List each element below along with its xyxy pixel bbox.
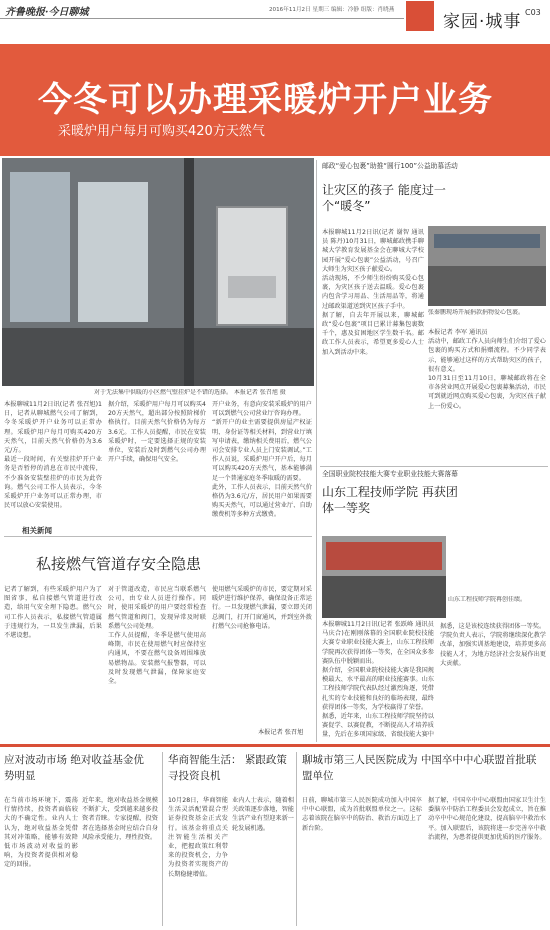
charity-photo <box>428 226 546 306</box>
hospital-body: 日前，聊城市第三人民医院成功加入中国卒中中心联盟，成为首批联盟单位之一。这标志着该院在脑卒中的防治、救治方面迈上了新台阶。 <box>302 797 422 832</box>
bottom-divider-2 <box>296 752 297 926</box>
related-news-rule <box>4 536 312 537</box>
column-divider <box>316 160 317 742</box>
fund-body-2: 业内人士表示，随着相关政策逐步落地，智能生活产业有望迎来新一轮发展机遇。 <box>232 797 294 832</box>
school-body-col2 <box>440 622 546 740</box>
window-pane-left <box>10 172 70 322</box>
lead-photo-caption: 对于无法集中供暖的小区燃气壁挂炉是不错的选择。 本报记者 张召旭 摄 <box>94 389 286 396</box>
lead-paragraph: “新开户的业主需要提供房屋产权证明、身份证等相关材料，到营业厅填写申请表，缴纳相关费用后，燃气公司会安排专业人员上门安装调试。”工作人员说，采暖炉用户开户后，每月可以购买420方天然气，基本能够满足一个普通家庭冬季取暖的需要。 <box>212 419 312 482</box>
charity-paragraph: 10月31日至11月10日，聊城邮政将在全市各营业网点开展爱心包裹募集活动，市民可到就近网点购买爱心包裹，为灾区孩子献上一份爱心。 <box>428 375 546 410</box>
section-title: 家园·城事 <box>443 12 522 32</box>
school-paragraph: 学院负责人表示，学院将继续深化教学改革，加强实训基地建设，培养更多高技能人才，为地方经济社会发展作出更大贡献。 <box>440 632 546 667</box>
school-backdrop <box>326 542 442 570</box>
charity-photo-caption: 张秦鹏现场开展捐款捐物爱心包裹。 <box>428 309 525 316</box>
school-paragraph: 据介绍，全国职业院校技能大赛是我国规模最大、水平最高的职业技能赛事。山东工程技师学院代表队经过激烈角逐，凭借扎实的专业技能和良好的临场表现，最终获得团体一等奖，为学校赢得了荣誉。 <box>322 667 434 711</box>
charity-paragraph: 本报记者 李军 通讯员 <box>428 329 488 336</box>
gas-safety-col3 <box>212 585 312 725</box>
gas-safety-col2 <box>108 585 206 735</box>
hospital-col <box>302 752 548 784</box>
lead-subhead: 采暖炉用户每月可购买420方天然气 <box>58 124 265 139</box>
school-headline: 山东工程技师学院 再获团体一等奖 <box>322 485 458 515</box>
lead-photo <box>2 158 314 386</box>
lead-paragraph: 此外，工作人员表示，目前天然气价格仍为3.6元/方，居民用户如果需要购买天然气，可以通过营业厅、自助缴费机等多种方式缴费。 <box>212 483 312 519</box>
school-paragraph: 据悉，近年来，山东工程技师学院坚持以赛促学、以赛促教，不断提高人才培养质量，先后在多项国家级、省级技能大赛中 <box>322 713 434 739</box>
school-group <box>322 576 446 618</box>
lead-paragraph: 本报聊城11月2日讯(记者 张召旭)1日，记者从聊城燃气公司了解到，今冬采暖炉开户业务可以正常办理。采暖炉用户每月可购买420方天然气，目前天然气价格仍为3.6元/方。 <box>4 401 102 455</box>
school-kicker: 全国职业院校技能大赛专业职业技能大赛落幕 <box>322 470 458 478</box>
section-marker <box>406 1 434 31</box>
fund-title: 华商智能生活： 紧跟政策寻投资良机 <box>168 754 287 782</box>
lead-body-col3 <box>212 400 312 520</box>
charity-paragraph: 据了解，自去年开展以来，聊城邮政“爱心包裹”项目已累计募集包裹数千个，惠及贫困地区学生数千名。邮政工作人员表示，希望更多爱心人士加入到活动中来。 <box>322 311 424 356</box>
school-photo <box>322 536 446 618</box>
charity-paragraph: 本报聊城11月2日讯(记者 谢智 通讯员 陈丹)10月31日，聊城邮政携手聊城大学教育发展基金会在聊城大学校园开展“爱心包裹”公益活动，号召广大师生为灾区孩子献爱心。 <box>322 229 424 273</box>
lead-paragraph: 最近一段时间，有关壁挂炉开户业务是否暂停的消息在市民中流传，不少准备安装壁挂炉的市民为此咨询。燃气公司工作人员表示，今冬采暖炉开户业务可以正常办理，市民可以放心安装使用。 <box>4 456 102 510</box>
charity-kicker: 邮政“爱心包裹”助推“圆行100”公益助慕活动 <box>322 162 458 170</box>
finance-col <box>4 752 160 784</box>
wall-boiler <box>216 206 288 326</box>
charity-headline-text: 让灾区的孩子 能度过一个“暖冬” <box>322 183 446 213</box>
charity-body-col2 <box>428 328 546 468</box>
masthead <box>0 0 550 38</box>
gas-paragraph: 工作人员提醒，冬季是燃气使用高峰期，市民在使用燃气时应保持室内通风，不要在燃气设备周围堆放易燃物品。安装燃气报警器，可以及时发现燃气泄漏，保障家庭安全。 <box>108 632 206 686</box>
fund-body: 10月28日，华商智能生活灵活配置混合型证券投资基金正式发行。该基金将重点关注智能生活相关产业，把握政策红利带来的投资机会，力争为投资者实现资产的长期稳健增值。 <box>168 797 228 878</box>
gas-paragraph: 对于管道改造，市民应当联系燃气公司，由专业人员进行操作。同时，使用采暖炉的用户要经常检查燃气管道和阀门，发现异常及时联系燃气公司处理。 <box>108 586 206 630</box>
related-news-label: 相关新闻 <box>22 526 52 535</box>
page-number: C03 <box>525 8 541 17</box>
window-pane-mid <box>78 182 148 322</box>
lead-body-col1 <box>4 400 102 520</box>
charity-body-col1 <box>322 228 424 428</box>
charity-paragraph: 活动现场，不少师生纷纷购买爱心包裹，为灾区孩子送去温暖。爱心包裹内包含学习用品、生活用品等，将通过邮政渠道送到灾区孩子手中。 <box>322 275 424 310</box>
boiler-panel <box>228 276 276 298</box>
bottom-divider-1 <box>162 752 163 926</box>
header-rule <box>0 18 404 19</box>
finance-body-2: 近年来，绝对收益基金规模不断扩大，受到越来越多投资者青睐。专家提醒，投资者在选择基金时应结合自身风险承受能力，理性投资。 <box>82 797 158 841</box>
finance-body: 在当前市场环境下，震荡行情持续，投资者面临较大的不确定性。业内人士认为，绝对收益基金凭借其对冲策略，能够有效降低市场波动对收益的影响，为投资者提供相对稳定的回报。 <box>4 797 78 869</box>
gas-safety-signature: 本报记者 张召旭 <box>258 729 304 736</box>
boiler-pipe <box>184 158 194 386</box>
hospital-body-2: 据了解，中国卒中中心联盟由国家卫生计生委脑卒中防治工程委员会发起成立，旨在推动卒中中心规范化建设，提高脑卒中救治水平。加入联盟后，该院将进一步完善卒中救治流程，为患者提供更加优质的医疗服务。 <box>428 797 546 841</box>
school-paragraph: 本报聊城11月2日讯(记者 张跃峰 通讯员 马庆合)在刚刚落幕的全国职业院校技能大赛专业职业技能大赛上，山东工程技师学院再次获得团体一等奖，在全国众多参赛队伍中脱颖而出。 <box>322 621 434 665</box>
window-frame <box>2 328 314 386</box>
school-paragraph: 据悉，这是该校连续获得团体一等奖。 <box>440 623 546 630</box>
gas-paragraph: 记者了解到，有些采暖炉用户为了图省事，私自接燃气管道进行改造，给用气安全埋下隐患。燃气公司工作人员表示，私接燃气管道属于违规行为，一旦发生泄漏，后果不堪设想。 <box>4 586 102 640</box>
lead-body-col2 <box>108 400 206 520</box>
hospital-title: 聊城市第三人民医院成为 中国卒中中心联盟首批联盟单位 <box>302 754 537 782</box>
lead-paragraph: 据介绍，采暖炉用户每月可以购买420方天然气，超出部分按照阶梯价格执行。目前天然气价格仍为每方3.6元。工作人员提醒，市民在安装采暖炉时，一定要选择正规的安装单位，安装后及时到燃气公司办理开户手续，确保用气安全。 <box>108 401 206 464</box>
school-body-col1 <box>322 620 434 740</box>
newspaper-logo: 齐鲁晚报·今日聊城 <box>5 7 89 18</box>
gas-paragraph: 使用燃气采暖炉的市民，要定期对采暖炉进行维护保养，确保设备正常运行。一旦发现燃气泄漏，要立即关闭总阀门，打开门窗通风，并到室外拨打燃气公司抢修电话。 <box>212 586 312 630</box>
issue-date: 2016年11月2日 星期三 编辑：冷静 组版：肖晓燕 <box>269 7 395 13</box>
gas-safety-col1 <box>4 585 102 735</box>
finance-title: 应对波动市场 绝对收益基金优势明显 <box>4 754 144 782</box>
charity-crowd <box>428 266 546 306</box>
charity-headline <box>322 182 546 214</box>
gas-safety-headline: 私接燃气管道存安全隐患 <box>36 555 202 573</box>
school-photo-caption: 山东工程技师学院再创佳绩。 <box>448 596 527 603</box>
section-rule <box>320 466 548 467</box>
bottom-band <box>0 744 550 747</box>
charity-banner <box>434 234 540 248</box>
fund-col <box>168 752 292 784</box>
lead-headline: 今冬可以办理采暖炉开户业务 <box>38 80 493 120</box>
charity-paragraph: 活动中，邮政工作人员向师生们介绍了爱心包裹的购买方式和捐赠流程。不少同学表示，能够通过这样的方式帮助灾区的孩子，很有意义。 <box>428 338 546 373</box>
lead-paragraph: 开户业务，有意向安装采暖炉的用户可以到燃气公司营业厅咨询办理。 <box>212 401 312 418</box>
